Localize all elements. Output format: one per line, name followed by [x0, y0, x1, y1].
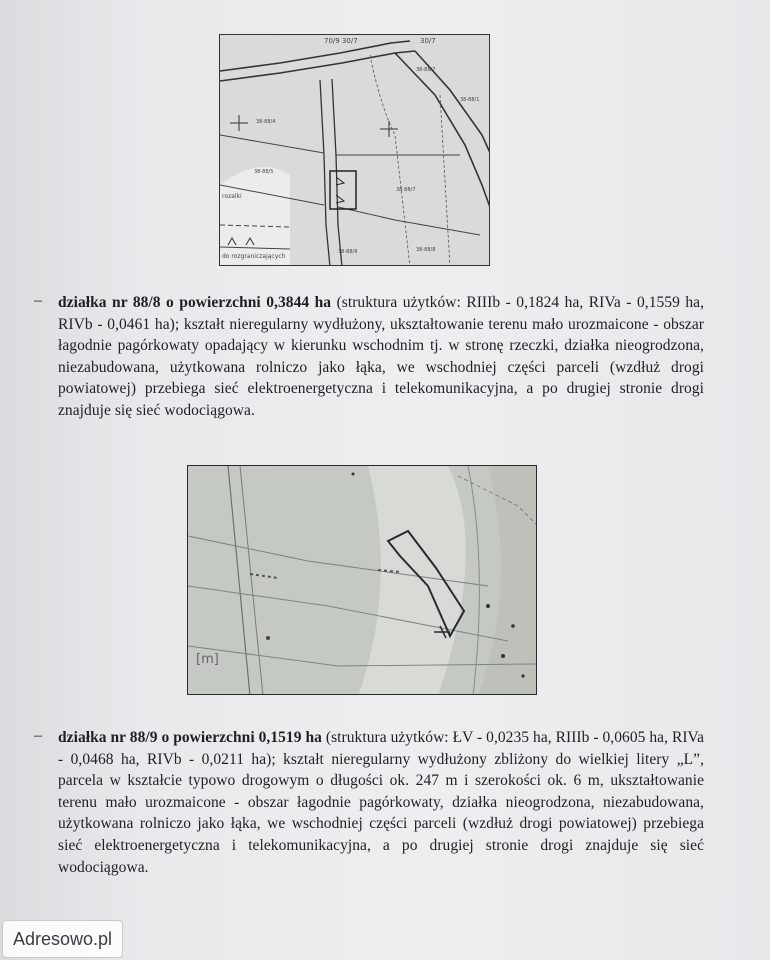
map-1-top-label-a: 70/9 30/7	[324, 37, 358, 45]
parcel-entry-88-8	[34, 292, 704, 422]
watermark-text: Adresowo.pl	[13, 928, 113, 949]
parcel-details: (struktura użytków: ŁV - 0,0235 ha, RIIIb - 0,0605 ha, RIVa - 0,0468 ha, RIVb - 0,0211 ha); kształt nieregularny wydłużony zbliżony do wielkiej litery „L”, parcela w kształcie typowo drogowym o długości ok. 247 m i szerokości ok. 6 m, ukształtowanie terenu mało urozmaicone - obszar łagodnie pagórkowaty, działka nieogrodzona, niezabudowana, użytkowana rolniczo jako łąka, we wschodniej części parceli (wzdłuż drogi powiatowej) przebiega sieć elektroenergetyczna i telekomunikacyjna, a po drugiej stronie drogi znajduje się sieć wodociągowa.	[58, 729, 705, 876]
list-dash: –	[34, 292, 42, 309]
parcel-title: działka nr 88/9 o powierzchni 0,1519 ha	[58, 729, 322, 746]
map-1-parcel-number: 38-88/8	[416, 247, 436, 253]
map-2-drawing	[188, 466, 537, 695]
map-1-parcel-number: 38-88/1	[460, 97, 480, 103]
list-dash: –	[34, 727, 42, 744]
cadastral-map-2	[187, 465, 537, 695]
map-1-top-label-b: 30/7	[420, 37, 436, 45]
parcel-entry-88-9	[34, 727, 704, 878]
parcel-description	[58, 727, 704, 878]
map-1-place-label: rozalki	[222, 193, 242, 200]
map-1-parcel-number: 38-88/5	[254, 169, 274, 175]
parcel-description	[58, 292, 704, 422]
map-1-legend-label: do rozgraniczających	[222, 253, 286, 260]
map-2-scale-label: [m]	[196, 652, 219, 667]
map-1-parcel-number: 38-88/4	[256, 119, 276, 125]
map-1-parcel-number: 38-88/9	[338, 249, 358, 255]
parcel-title: działka nr 88/8 o powierzchni 0,3844 ha	[58, 294, 332, 311]
map-1-parcel-number: 38-88/7	[416, 67, 436, 73]
cadastral-map-1	[219, 34, 490, 266]
map-1-drawing	[220, 35, 490, 266]
parcel-details: (struktura użytków: RIIIb - 0,1824 ha, RIVa - 0,1559 ha, RIVb - 0,0461 ha); kształt nieregularny wydłużony, ukształtowanie terenu mało urozmaicone - obszar łagodnie pagórkowaty opadający w kierunku wschodnim tj. w stronę rzeczki, działka nieogrodzona, niezabudowana, użytkowana rolniczo jako łąka, we wschodniej części parceli (wzdłuż drogi powiatowej) przebiega sieć elektroenergetyczna i telekomunikacyjna, a po drugiej stronie drogi znajduje się sieć wodociągowa.	[58, 294, 705, 419]
watermark-badge	[2, 920, 123, 958]
map-1-parcel-number: 38-88/7	[396, 187, 416, 193]
